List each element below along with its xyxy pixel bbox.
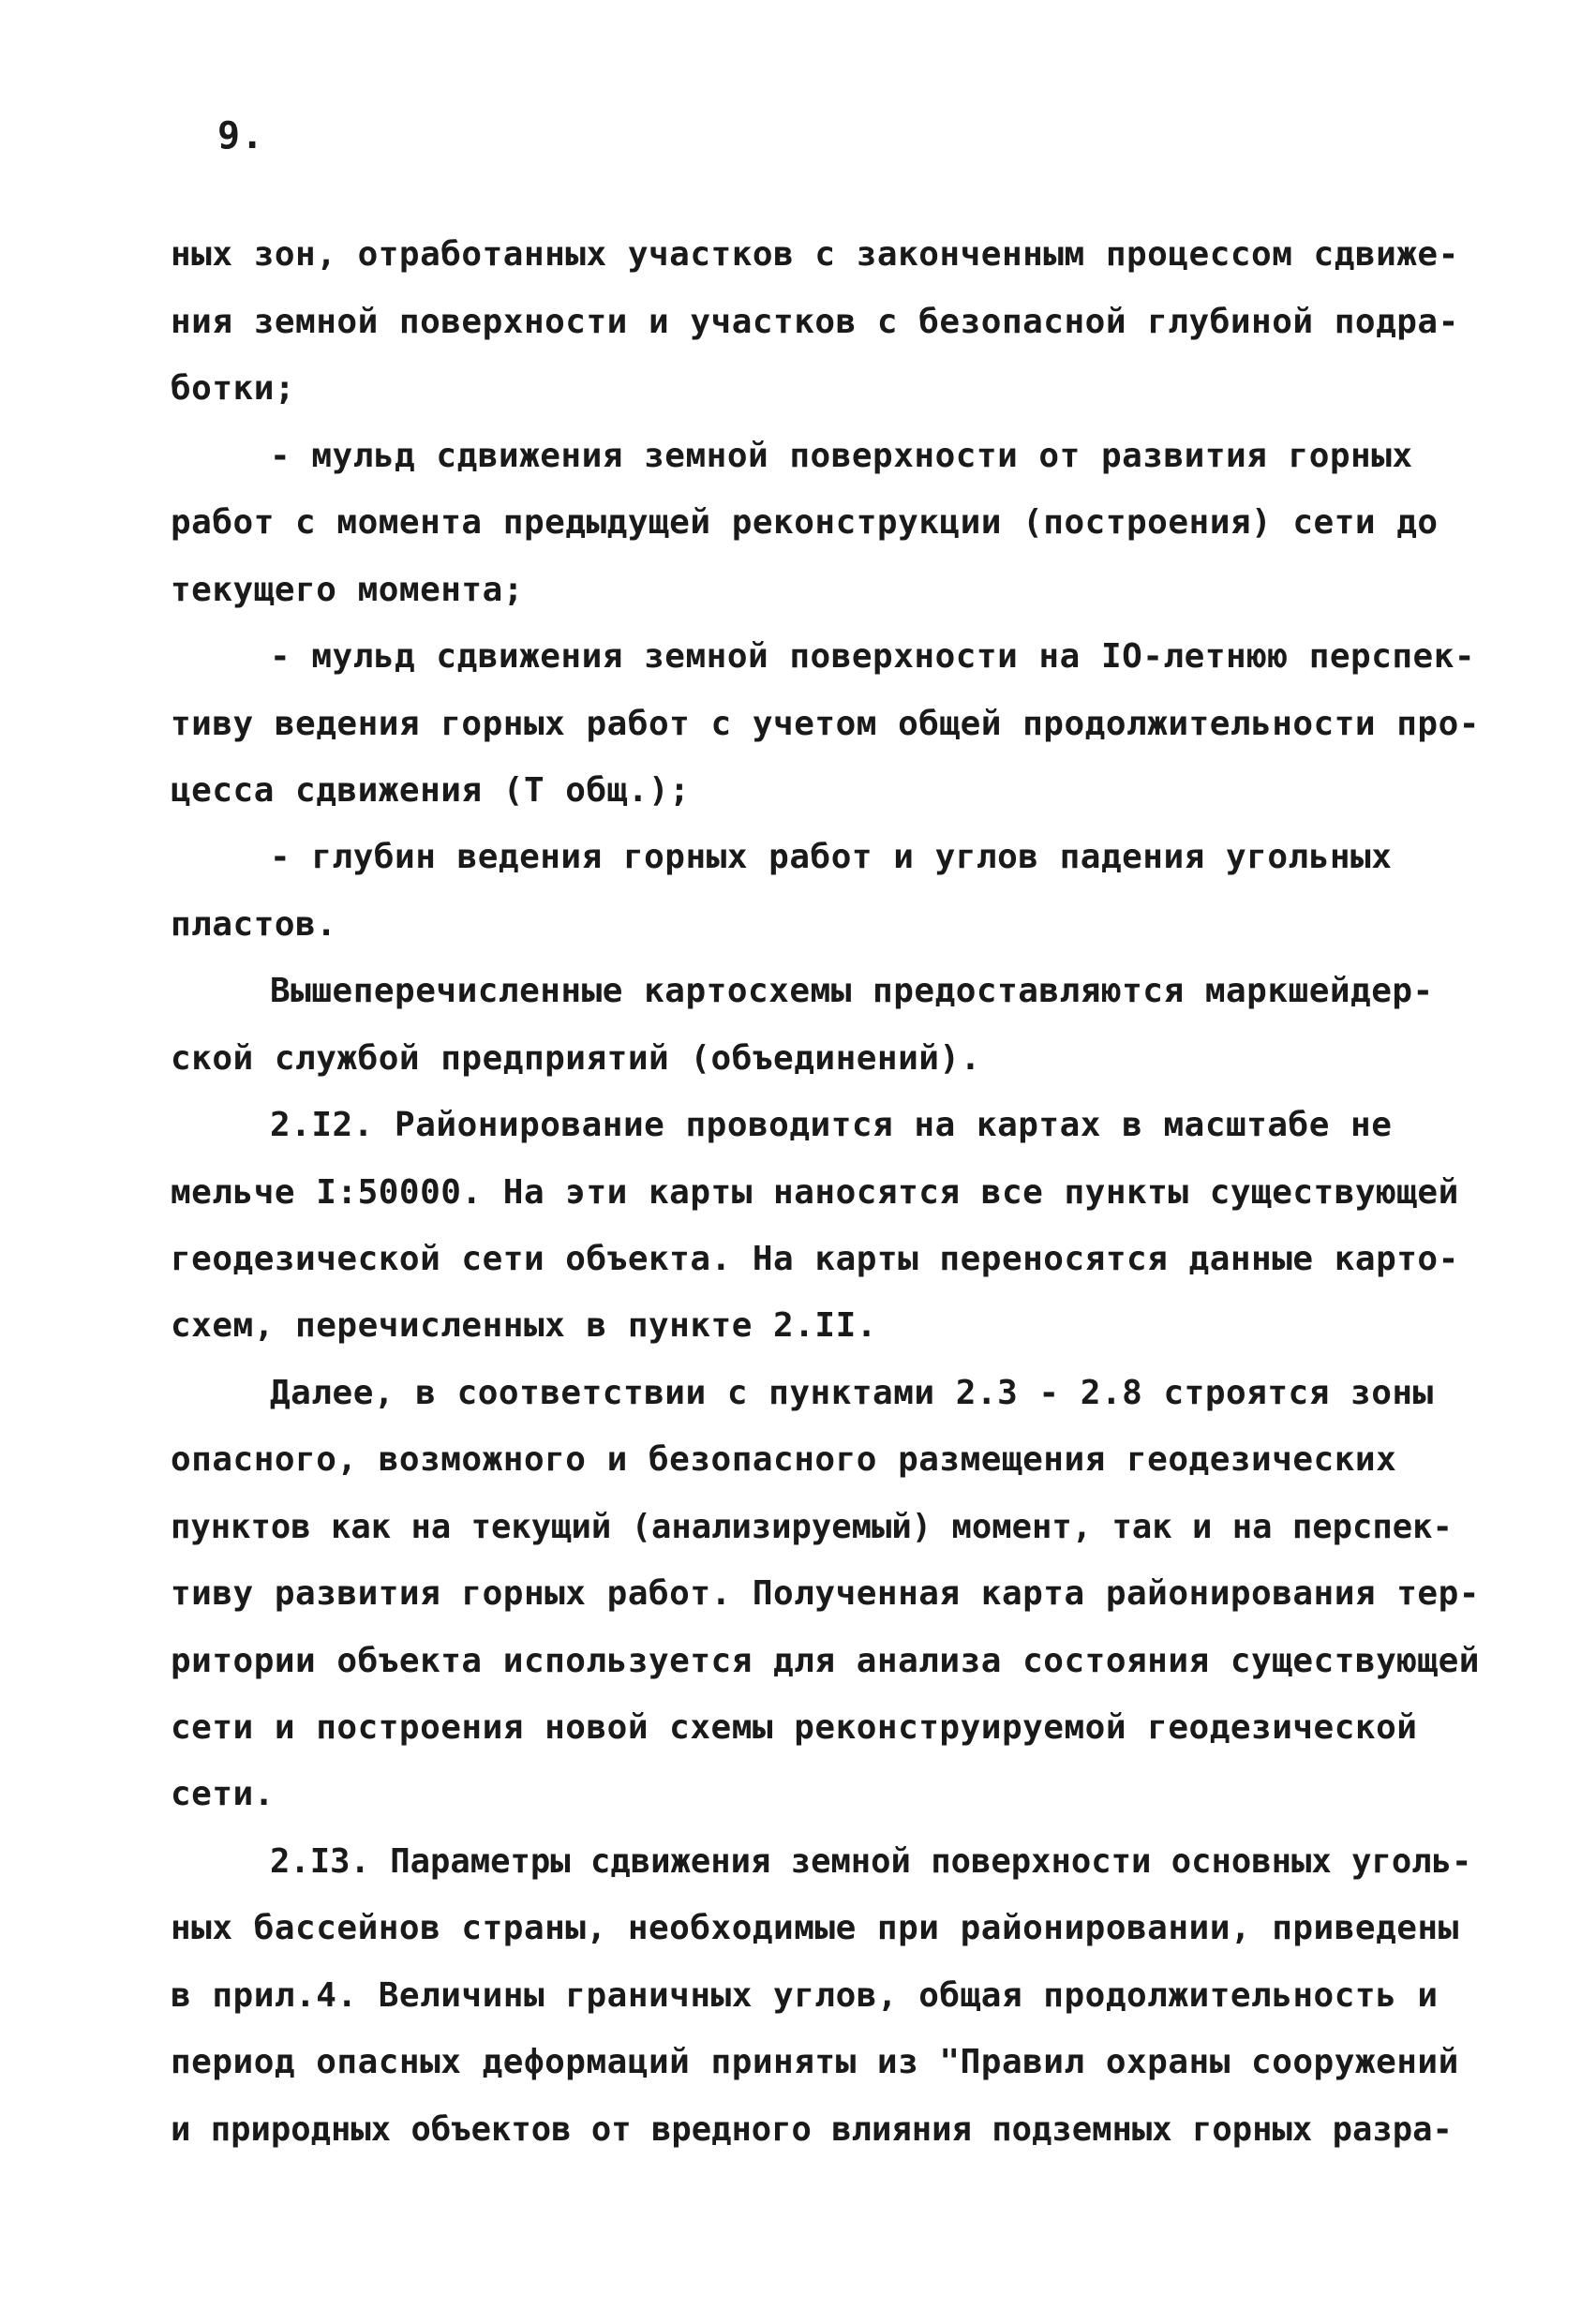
- text-line: в прил.4. Величины граничных углов, общая продолжительность и: [171, 1976, 1439, 2015]
- text-line: ния земной поверхности и участков с безопасной глубиной подра-: [171, 303, 1459, 341]
- text-line: - глубин ведения горных работ и углов падения угольных: [270, 838, 1393, 876]
- text-line: геодезической сети объекта. На карты переносятся данные карто-: [171, 1240, 1459, 1278]
- text-line: работ с момента предыдущей реконструкции (построения) сети до: [171, 503, 1439, 542]
- text-line: мельче I:50000. На эти карты наносятся все пункты существующей: [171, 1173, 1459, 1212]
- text-line: текущего момента;: [171, 571, 524, 609]
- text-line: ритории объекта используется для анализа состояния существующей: [171, 1642, 1480, 1680]
- text-line: ской службой предприятий (объединений).: [171, 1039, 981, 1078]
- text-line: ных зон, отработанных участков с законченным процессом сдвиже-: [171, 235, 1459, 274]
- text-line: тиву ведения горных работ с учетом общей продолжительности про-: [171, 705, 1480, 743]
- text-line: и природных объектов от вредного влияния подземных горных разра-: [171, 2110, 1453, 2149]
- text-line: Вышеперечисленные картосхемы предоставляются маркшейдер-: [270, 972, 1434, 1010]
- text-line: тиву развития горных работ. Полученная карта районирования тер-: [171, 1574, 1480, 1613]
- page-number: 9.: [217, 114, 265, 157]
- text-line: цесса сдвижения (Т общ.);: [171, 771, 691, 810]
- text-line: пунктов как на текущий (анализируемый) момент, так и на перспек-: [171, 1508, 1453, 1546]
- text-line: 2.I3. Параметры сдвижения земной поверхности основных уголь-: [270, 1842, 1472, 1881]
- text-line: 2.I2. Районирование проводится на картах в масштабе не: [270, 1106, 1393, 1144]
- text-line: Далее, в соответствии с пунктами 2.3 - 2.8 строятся зоны: [270, 1374, 1434, 1412]
- text-line: сети.: [171, 1775, 275, 1813]
- text-line: ных бассейнов страны, необходимые при районировании, приведены: [171, 1909, 1459, 1947]
- text-line: - мульд сдвижения земной поверхности от развития горных: [270, 437, 1413, 475]
- text-line: схем, перечисленных в пункте 2.II.: [171, 1306, 877, 1345]
- text-line: пластов.: [171, 905, 337, 944]
- text-line: период опасных деформаций приняты из "Правил охраны сооружений: [171, 2043, 1459, 2081]
- text-line: опасного, возможного и безопасного размещения геодезических: [171, 1440, 1397, 1479]
- text-line: - мульд сдвижения земной поверхности на IO-летнюю перспек-: [270, 637, 1476, 676]
- text-line: сети и построения новой схемы реконструируемой геодезической: [171, 1708, 1418, 1747]
- text-line: ботки;: [171, 369, 296, 408]
